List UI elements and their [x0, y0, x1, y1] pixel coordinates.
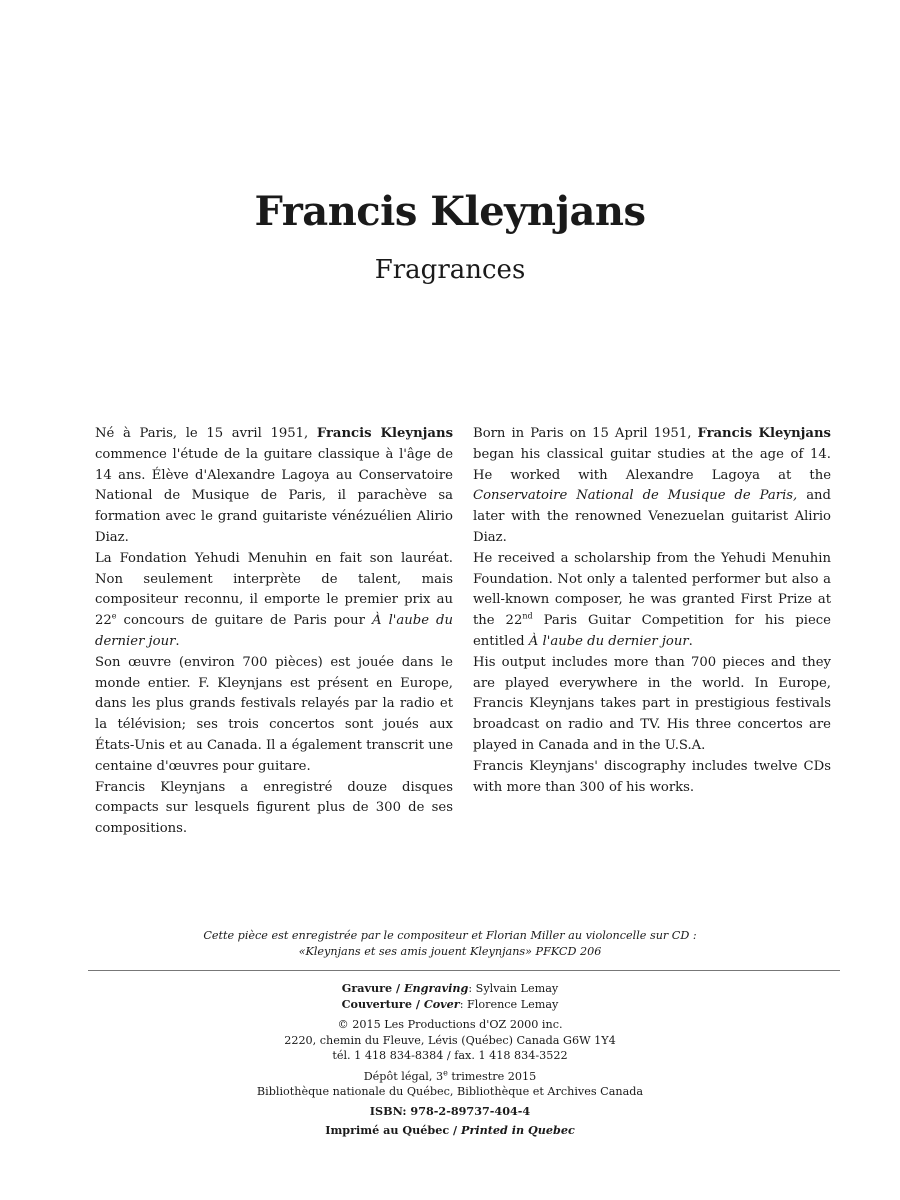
- biography-english: [473, 424, 831, 798]
- work-title: À l'aube du dernier jour: [95, 613, 453, 649]
- piece-subtitle: Fragrances: [374, 255, 526, 285]
- page-title: Francis Kleynjans: [254, 188, 646, 235]
- institution-name: Conservatoire National de Musique de Paris,: [473, 488, 798, 504]
- publication-credits: [0, 981, 900, 1139]
- recording-note: [0, 928, 900, 960]
- divider: [88, 970, 840, 971]
- copyright-line: © 2015 Les Productions d'OZ 2000 inc.: [337, 1018, 563, 1031]
- bio-en-paragraph-1: Born in Paris on 15 April 1951, Francis Kleynjans began his classical guitar studies at the age of 14. He worked with Alexandre Lagoya at the Conservatoire National de Musique de Paris, and later with the renowned Venezuelan guitarist Alirio Diaz.: [473, 426, 831, 545]
- bio-en-paragraph-3: His output includes more than 700 pieces and they are played everywhere in the world. In Europe, Francis Kleynjans takes part in prestigious festivals broadcast on radio and TV. His three concertos are played in Canada and in the U.S.A.: [473, 654, 831, 753]
- bio-fr-paragraph-1: Né à Paris, le 15 avril 1951, Francis Kleynjans commence l'étude de la guitare classique à l'âge de 14 ans. Élève d'Alexandre Lagoya au Conservatoire National de Musique de Paris, il parachève sa formation avec le grand guitariste vénézuélien Alirio Diaz.: [95, 426, 453, 545]
- libraries-line: Bibliothèque nationale du Québec, Bibliothèque et Archives Canada: [256, 1085, 644, 1098]
- bio-fr-paragraph-3: Son œuvre (environ 700 pièces) est jouée dans le monde entier. F. Kleynjans est présent en Europe, dans les plus grands festivals relayés par la radio et la télévision; ses trois concertos sont joués aux États-Unis et au Canada. Il a également transcrit une centaine d'œuvres pour guitare.: [95, 654, 453, 774]
- bio-en-paragraph-2: He received a scholarship from the Yehudi Menuhin Foundation. Not only a talented performer but also a well-known composer, he was granted First Prize at the 22nd Paris Guitar Competition for his piece entitled À l'aube du dernier jour.: [473, 550, 831, 649]
- engraving-credit: Gravure / Engraving: Sylvain Lemay: [341, 981, 559, 995]
- recording-note-line-1: Cette pièce est enregistrée par le compositeur et Florian Miller au violoncelle sur CD :: [203, 929, 697, 942]
- cover-credit: Couverture / Cover: Florence Lemay: [341, 996, 559, 1011]
- printed-in: Imprimé au Québec / Printed in Quebec: [325, 1123, 575, 1137]
- composer-name: Francis Kleynjans: [697, 426, 831, 441]
- publisher-phone: tél. 1 418 834-8384 / fax. 1 418 834-3522: [332, 1049, 568, 1062]
- composer-name: Francis Kleynjans: [316, 426, 453, 441]
- isbn: ISBN: 978-2-89737-404-4: [369, 1103, 531, 1118]
- publisher-address: 2220, chemin du Fleuve, Lévis (Québec) Canada G6W 1Y4: [284, 1033, 616, 1047]
- bio-en-paragraph-4: Francis Kleynjans' discography includes twelve CDs with more than 300 of his works.: [473, 758, 831, 795]
- work-title: À l'aube du dernier jour: [528, 633, 689, 649]
- bio-fr-paragraph-4: Francis Kleynjans a enregistré douze disques compacts sur lesquels figurent plus de 300 de ses compositions.: [95, 779, 453, 837]
- biography-french: [95, 424, 453, 840]
- legal-deposit: Dépôt légal, 3e trimestre 2015: [363, 1067, 537, 1083]
- recording-note-line-2: «Kleynjans et ses amis jouent Kleynjans» PFKCD 206: [298, 945, 602, 958]
- bio-fr-paragraph-2: La Fondation Yehudi Menuhin en fait son lauréat. Non seulement interprète de talent, mais compositeur reconnu, il emporte le premier prix au 22e concours de guitare de Paris pour À l'aube du dernier jour.: [95, 550, 453, 649]
